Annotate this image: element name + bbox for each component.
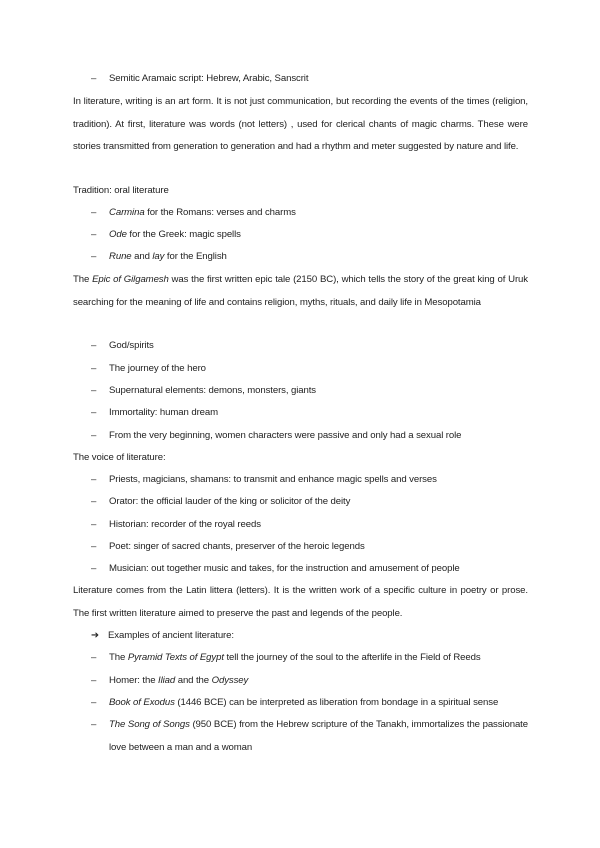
list-item-text: for the English: [164, 251, 227, 262]
list-item: [91, 425, 461, 447]
term-lay: lay: [152, 251, 165, 262]
list-item-text: [109, 714, 528, 759]
dash-bullet: –: [91, 385, 97, 396]
dash-bullet: –: [91, 207, 97, 218]
title-iliad: Iliad: [158, 675, 176, 686]
paragraph-littera: Literature comes from the Latin littera (letters). It is the written work of a specific culture in poetry or prose. The first written literature aimed to preserve the past and legends of the people.: [73, 585, 528, 619]
list-item-text: God/spirits: [109, 340, 154, 351]
dash-bullet: –: [91, 430, 97, 441]
list-item-text: Semitic Aramaic script: Hebrew, Arabic, Sanscrit: [109, 73, 309, 84]
text-run: Homer: the: [109, 675, 159, 686]
list-item-text: Priests, magicians, shamans: to transmit and enhance magic spells and verses: [109, 474, 437, 485]
arrow-icon: ➔: [91, 630, 99, 641]
list-item-text: From the very beginning, women characters were passive and only had a sexual role: [109, 430, 462, 441]
list-item-text: Poet: singer of sacred chants, preserver of the heroic legends: [109, 541, 365, 552]
title-song-of-songs: The Song of Songs: [109, 719, 190, 730]
term-carmina: Carmina: [109, 207, 145, 218]
heading-tradition: Tradition: oral literature: [73, 185, 169, 196]
text-run: (950 BCE) from the Hebrew scripture of the Tanakh, immortalizes the passionate love between a man and a woman: [109, 719, 528, 753]
dash-bullet: –: [91, 675, 97, 686]
list-item-text: and: [131, 251, 153, 262]
list-item: [91, 380, 316, 402]
list-item: [91, 558, 460, 580]
list-item-text: Historian: recorder of the royal reeds: [109, 519, 261, 530]
list-item-exodus: [91, 692, 498, 714]
list-item-song-of-songs: [91, 714, 528, 759]
dash-bullet: –: [91, 73, 97, 84]
dash-bullet: –: [91, 251, 97, 262]
list-item-text: Musician: out together music and takes, for the instruction and amusement of people: [109, 563, 460, 574]
list-item: [91, 402, 218, 424]
list-item: [91, 358, 206, 380]
text-run: (1446 BCE) can be interpreted as liberation from bondage in a spiritual sense: [174, 697, 499, 708]
paragraph-writing-art: In literature, writing is an art form. It is not just communication, but recording the events of the times (religion, tradition). At first, literature was words (not letters) , used for clerical chants of magic charms. These were stories transmitted from generation to generation and had a rhythm and meter suggested by nature and life.: [73, 96, 528, 152]
list-item: [91, 469, 437, 491]
text-run: The: [109, 652, 128, 663]
dash-bullet: –: [91, 541, 97, 552]
list-item-text: for the Greek: magic spells: [126, 229, 241, 240]
title-epic-of-gilgamesh: Epic of Gilgamesh: [92, 274, 169, 285]
dash-bullet: –: [91, 496, 97, 507]
list-item-rune: [91, 246, 227, 268]
list-item-text: Supernatural elements: demons, monsters, giants: [109, 385, 317, 396]
dash-bullet: –: [91, 363, 97, 374]
title-book-of-exodus: Book of Exodus: [109, 697, 175, 708]
dash-bullet: –: [91, 697, 97, 708]
list-item-text: Immortality: human dream: [109, 407, 219, 418]
dash-bullet: –: [91, 229, 97, 240]
term-ode: Ode: [109, 229, 127, 240]
dash-bullet: –: [91, 474, 97, 485]
list-item-carmina: [91, 202, 296, 224]
term-rune: Rune: [109, 251, 132, 262]
dash-bullet: –: [91, 407, 97, 418]
list-item: [91, 335, 154, 357]
list-item: [91, 491, 350, 513]
title-pyramid-texts: Pyramid Texts of Egypt: [127, 652, 224, 663]
list-item-examples: [91, 625, 234, 647]
text-run: and the: [175, 675, 212, 686]
dash-bullet: –: [91, 563, 97, 574]
list-item-ode: [91, 224, 241, 246]
text-run: The: [73, 274, 93, 285]
list-item-text: The journey of the hero: [109, 363, 206, 374]
list-item: [91, 514, 261, 536]
list-item-text: Examples of ancient literature:: [108, 630, 234, 641]
dash-bullet: –: [91, 519, 97, 530]
paragraph-gilgamesh: [73, 269, 528, 314]
heading-voice-of-literature: The voice of literature:: [73, 452, 166, 463]
list-item: [91, 68, 308, 90]
text-run: was the first written epic tale (2150 BC), which tells the story of the great king of Uruk searching for the meaning of life and contains religion, myths, rituals, and daily life in Mesopotamia: [73, 274, 528, 308]
dash-bullet: –: [91, 340, 97, 351]
list-item-pyramid-texts: [91, 647, 481, 669]
list-item-homer: [91, 670, 248, 692]
list-item-text: for the Romans: verses and charms: [144, 207, 296, 218]
list-item-text: Orator: the official lauder of the king or solicitor of the deity: [109, 496, 351, 507]
dash-bullet: –: [91, 719, 97, 730]
list-item: [91, 536, 365, 558]
title-odyssey: Odyssey: [211, 675, 249, 686]
dash-bullet: –: [91, 652, 97, 663]
text-run: tell the journey of the soul to the afterlife in the Field of Reeds: [223, 652, 481, 663]
